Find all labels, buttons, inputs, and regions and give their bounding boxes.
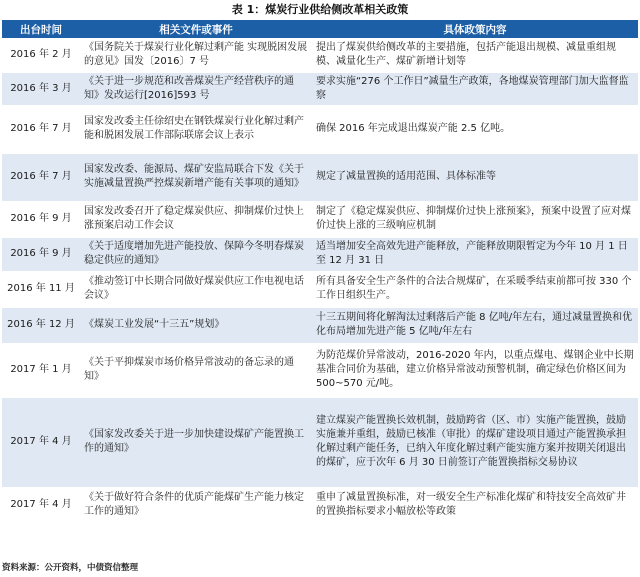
- cell-date: 2016 年 7 月: [2, 153, 80, 201]
- cell-document: 《煤炭工业发展“十三五”规划》: [80, 307, 312, 343]
- policy-table: [2, 20, 638, 524]
- cell-document: 《关于进一步规范和改善煤炭生产经营秩序的通知》发改运行[2016]593 号: [80, 72, 312, 105]
- cell-date: 2016 年 9 月: [2, 237, 80, 271]
- table-row: [2, 201, 638, 237]
- table-row: [2, 237, 638, 271]
- cell-document: 国家发改委召开了稳定煤炭供应、抑制煤价过快上涨预案启动工作会议: [80, 201, 312, 237]
- cell-content: 制定了《稳定煤炭供应、抑制煤价过快上涨预案》，预案中设置了应对煤价过快上涨的三级响应机制: [312, 201, 638, 237]
- table-row: [2, 487, 638, 523]
- cell-date: 2016 年 7 月: [2, 105, 80, 153]
- cell-document: 《国家发改委关于进一步加快建设煤矿产能置换工作的通知》: [80, 397, 312, 487]
- table-row: [2, 38, 638, 72]
- cell-document: 《关于平抑煤炭市场价格异常波动的备忘录的通知》: [80, 343, 312, 397]
- cell-document: 《推动签订中长期合同做好煤炭供应工作电视电话会议》: [80, 271, 312, 307]
- header-content: 具体政策内容: [312, 20, 638, 38]
- table-row: [2, 271, 638, 307]
- cell-content: 重申了减量置换标准，对一级安全生产标准化煤矿和特技安全高效矿井的置换指标要求小幅放松等政策: [312, 487, 638, 523]
- cell-content: 为防范煤价异常波动，2016-2020 年内，以重点煤电、煤钢企业中长期基准合同价为基础，建立价格异常波动预警机制，确定绿色价格区间为 500~570 元/吨。: [312, 343, 638, 397]
- cell-document: 国家发改委、能源局、煤矿安监局联合下发《关于实施减量置换严控煤炭新增产能有关事项的通知》: [80, 153, 312, 201]
- header-date: 出台时间: [2, 20, 80, 38]
- table-row: [2, 105, 638, 153]
- table-row: [2, 307, 638, 343]
- cell-document: 《关于做好符合条件的优质产能煤矿生产能力核定工作的通知》: [80, 487, 312, 523]
- cell-content: 确保 2016 年完成退出煤炭产能 2.5 亿吨。: [312, 105, 638, 153]
- cell-date: 2016 年 2 月: [2, 38, 80, 72]
- cell-content: 十三五期间将化解淘汰过剩落后产能 8 亿吨/年左右，通过减量置换和优化布局增加先进产能 5 亿吨/年左右: [312, 307, 638, 343]
- cell-content: 所有具备安全生产条件的合法合规煤矿，在采暖季结束前都可按 330 个工作日组织生产。: [312, 271, 638, 307]
- cell-document: 《关于适度增加先进产能投放、保障今冬明春煤炭稳定供应的通知》: [80, 237, 312, 271]
- cell-date: 2016 年 3 月: [2, 72, 80, 105]
- cell-date: 2017 年 4 月: [2, 397, 80, 487]
- cell-content: 建立煤炭产能置换长效机制，鼓励跨省（区、市）实施产能置换，鼓励实施兼并重组，鼓励已核准（审批）的煤矿建设项目通过产能置换承担化解过剩产能任务，已纳入年度化解过剩产能实施方案并按期关闭退出的煤矿，应于次年 6 月 30 日前签订产能置换指标交易协议: [312, 397, 638, 487]
- cell-content: 提出了煤炭供给侧改革的主要措施，包括产能退出规模、减量重组规模、减量化生产、煤矿新增计划等: [312, 38, 638, 72]
- cell-document: 《国务院关于煤炭行业化解过剩产能 实现脱困发展的意见》国发〔2016〕7 号: [80, 38, 312, 72]
- table-title: 表 1：煤炭行业供给侧改革相关政策: [231, 3, 409, 16]
- cell-date: 2016 年 12 月: [2, 307, 80, 343]
- table-row: [2, 397, 638, 487]
- cell-date: 2017 年 1 月: [2, 343, 80, 397]
- cell-content: 要求实施“276 个工作日”减量生产政策，各地煤炭管理部门加大监督监察: [312, 72, 638, 105]
- source-note: 资料来源：公开资料，中债资信整理: [2, 563, 139, 573]
- table-header-row: [2, 20, 638, 38]
- table-row: [2, 153, 638, 201]
- cell-date: 2016 年 9 月: [2, 201, 80, 237]
- table-row: [2, 343, 638, 397]
- cell-document: 国家发改委主任徐绍史在钢铁煤炭行业化解过剩产能和脱困发展工作部际联席会议上表示: [80, 105, 312, 153]
- header-document: 相关文件或事件: [80, 20, 312, 38]
- table-row: [2, 72, 638, 105]
- cell-date: 2017 年 4 月: [2, 487, 80, 523]
- cell-content: 适当增加安全高效先进产能释放，产能释放期限暂定为今年 10 月 1 日至 12 月 31 日: [312, 237, 638, 271]
- cell-date: 2016 年 11 月: [2, 271, 80, 307]
- cell-content: 规定了减量置换的适用范围、具体标准等: [312, 153, 638, 201]
